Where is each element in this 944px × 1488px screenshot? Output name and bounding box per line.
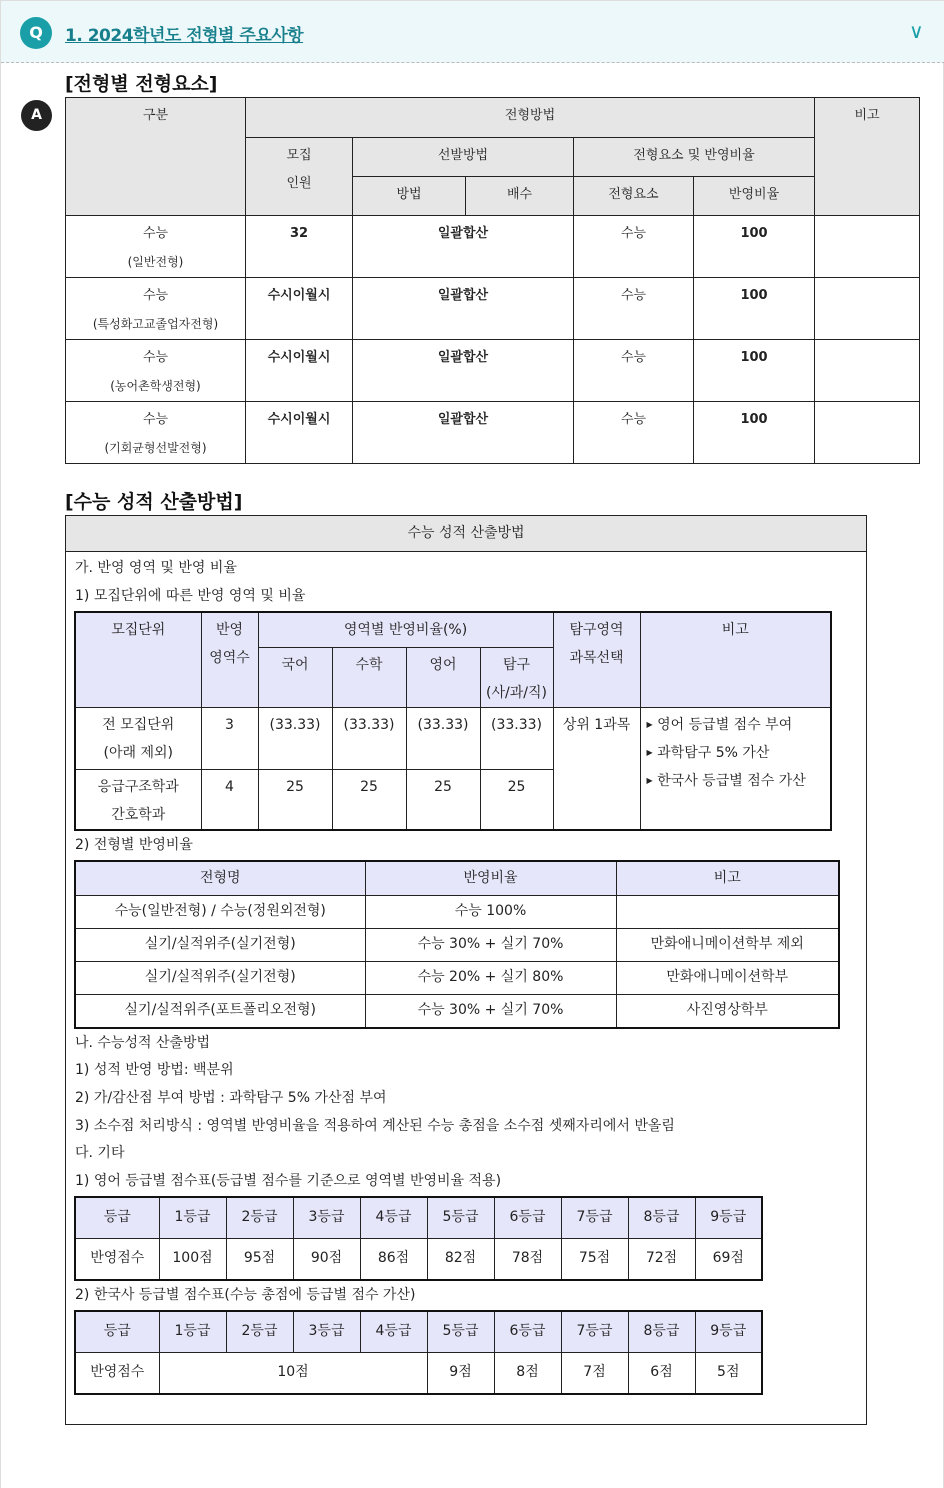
english-grade-table bbox=[74, 1196, 763, 1281]
cell-text: 탐구 bbox=[502, 656, 531, 673]
cell-text: 영어 등급별 점수 부여 bbox=[657, 716, 793, 733]
admission-elements-table bbox=[65, 97, 920, 464]
cell-text: (사/과/직) bbox=[486, 684, 547, 701]
text-line: 2) 한국사 등급별 점수표(수능 총점에 등급별 점수 가산) bbox=[75, 1287, 416, 1303]
table-row bbox=[75, 861, 839, 895]
cell-text: 전 모집단위 bbox=[102, 716, 175, 733]
cell-text: 수능 bbox=[142, 350, 169, 365]
table-cell: 25 bbox=[258, 769, 332, 830]
score-cell: 75점 bbox=[561, 1238, 628, 1280]
cell-text: ▶ bbox=[646, 775, 653, 785]
table-row bbox=[75, 961, 839, 994]
table-row bbox=[75, 895, 839, 928]
table-row bbox=[75, 612, 831, 647]
score-cell: 82점 bbox=[427, 1238, 494, 1280]
table-cell: 3 bbox=[201, 707, 258, 769]
grade-header: 4등급 bbox=[360, 1197, 427, 1238]
table-cell bbox=[694, 278, 815, 340]
table-cell bbox=[616, 895, 839, 928]
cell-text: 수시이월시 bbox=[267, 412, 331, 427]
grade-header: 3등급 bbox=[293, 1197, 360, 1238]
cell-text: (아래 제외) bbox=[103, 744, 173, 761]
text-line: 나. 수능성적 산출방법 bbox=[75, 1035, 211, 1051]
table-cell bbox=[246, 216, 353, 278]
table-cell: 수능 30% + 실기 70% bbox=[365, 994, 616, 1028]
table-row bbox=[66, 278, 920, 340]
grade-header: 4등급 bbox=[360, 1311, 427, 1352]
table-row bbox=[66, 402, 920, 464]
grade-label: 등급 bbox=[75, 1197, 159, 1238]
grade-header: 9등급 bbox=[695, 1311, 762, 1352]
table-cell: (33.33) bbox=[480, 707, 553, 769]
table-cell: 4 bbox=[201, 769, 258, 830]
cell-text: (특성화고교졸업자전형) bbox=[92, 317, 219, 331]
cell-text: 100 bbox=[740, 288, 768, 303]
ratio-table bbox=[74, 611, 832, 831]
text-line: 2) 가/감산점 부여 방법 : 과학탐구 5% 가산점 부여 bbox=[75, 1090, 387, 1106]
text-line: 1) 모집단위에 따른 반영 영역 및 비율 bbox=[75, 588, 306, 604]
q-badge-icon: Q bbox=[20, 17, 52, 49]
cell-text: 100 bbox=[740, 412, 768, 427]
table-cell bbox=[246, 402, 353, 464]
table-cell: 영어 bbox=[406, 647, 480, 707]
grade-header: 9등급 bbox=[695, 1197, 762, 1238]
table-cell bbox=[640, 707, 831, 830]
cell-text: 일괄합산 bbox=[437, 412, 489, 427]
grade-header: 7등급 bbox=[561, 1311, 628, 1352]
th-way: 방법 bbox=[353, 177, 466, 216]
cell-text: (농어촌학생전형) bbox=[110, 379, 201, 393]
table-cell: 수능 bbox=[574, 216, 694, 278]
table-cell: 비고 bbox=[640, 612, 831, 707]
table-cell: 25 bbox=[406, 769, 480, 830]
table-cell: 영역별 반영비율(%) bbox=[258, 612, 553, 647]
table-cell: 만화애니메이션학부 bbox=[616, 961, 839, 994]
table-cell: 수학 bbox=[332, 647, 406, 707]
table-cell: (33.33) bbox=[406, 707, 480, 769]
table-cell: 수능 bbox=[574, 278, 694, 340]
th-gubun: 구분 bbox=[66, 98, 246, 216]
score-cell: 100점 bbox=[159, 1238, 226, 1280]
table-cell: 수능 30% + 실기 70% bbox=[365, 928, 616, 961]
cell-text: 수능 bbox=[142, 226, 169, 241]
question-title-link[interactable]: 1. 2024학년도 전형별 주요사항 bbox=[65, 26, 304, 46]
table-cell: 25 bbox=[480, 769, 553, 830]
text-line: 3) 소수점 처리방식 : 영역별 반영비율을 적용하여 계산된 수능 총점을 소수점 셋째자리에서 반올림 bbox=[75, 1118, 675, 1134]
score-cell: 6점 bbox=[628, 1352, 695, 1394]
grade-header: 8등급 bbox=[628, 1197, 695, 1238]
cell-text: 수시이월시 bbox=[267, 288, 331, 303]
text-line: 가. 반영 영역 및 반영 비율 bbox=[75, 560, 237, 576]
table-cell: 실기/실적위주(포트폴리오전형) bbox=[75, 994, 365, 1028]
table-row bbox=[75, 1311, 762, 1352]
table-cell bbox=[815, 216, 920, 278]
table-cell bbox=[815, 402, 920, 464]
table-cell: 25 bbox=[332, 769, 406, 830]
score-cell: 86점 bbox=[360, 1238, 427, 1280]
a-badge-icon: A bbox=[21, 100, 52, 131]
table-cell bbox=[694, 402, 815, 464]
table-cell bbox=[75, 707, 201, 769]
th-multiple: 배수 bbox=[466, 177, 574, 216]
cell-text: 한국사 등급별 점수 가산 bbox=[657, 772, 806, 789]
cell-text: 탐구영역 bbox=[569, 622, 624, 638]
cell-text: (일반전형) bbox=[127, 255, 184, 269]
text-line: 1) 성적 반영 방법: 백분위 bbox=[75, 1062, 234, 1078]
table-cell: 만화애니메이션학부 제외 bbox=[616, 928, 839, 961]
table-row bbox=[66, 98, 920, 138]
th-element: 전형요소 bbox=[574, 177, 694, 216]
table-row bbox=[75, 928, 839, 961]
table-cell: 상위 1과목 bbox=[553, 707, 640, 830]
score-cell: 95점 bbox=[226, 1238, 293, 1280]
table-cell bbox=[75, 769, 201, 830]
th-elements: 전형요소 및 반영비율 bbox=[574, 138, 815, 177]
score-cell: 78점 bbox=[494, 1238, 561, 1280]
cell-text: 과목선택 bbox=[569, 650, 624, 666]
grade-header: 1등급 bbox=[159, 1311, 226, 1352]
cell-text: 모집 bbox=[286, 148, 312, 163]
table-cell bbox=[66, 402, 246, 464]
table-cell: (33.33) bbox=[258, 707, 332, 769]
table-cell: 비고 bbox=[616, 861, 839, 895]
score-cell: 8점 bbox=[494, 1352, 561, 1394]
table-row bbox=[75, 1238, 762, 1280]
cell-text: 반영 bbox=[215, 622, 244, 638]
question-header[interactable] bbox=[1, 0, 944, 63]
table-cell bbox=[353, 402, 574, 464]
cell-text: 수능 bbox=[142, 412, 169, 427]
score-cell: 5점 bbox=[695, 1352, 762, 1394]
text-line: 2) 전형별 반영비율 bbox=[75, 837, 193, 853]
table-cell: 사진영상학부 bbox=[616, 994, 839, 1028]
section1-title: [전형별 전형요소] bbox=[65, 73, 218, 95]
cell-text: 일괄합산 bbox=[437, 288, 489, 303]
score-cell: 69점 bbox=[695, 1238, 762, 1280]
th-ratio: 반영비율 bbox=[694, 177, 815, 216]
cell-text: 응급구조학과 bbox=[97, 778, 179, 795]
grade-header: 2등급 bbox=[226, 1197, 293, 1238]
th-selection: 선발방법 bbox=[353, 138, 574, 177]
grade-header: 5등급 bbox=[427, 1197, 494, 1238]
table-cell: 국어 bbox=[258, 647, 332, 707]
th-method: 전형방법 bbox=[246, 98, 815, 138]
table-cell: 수능(일반전형) / 수능(정원외전형) bbox=[75, 895, 365, 928]
cell-text: 32 bbox=[289, 226, 309, 241]
table-cell: 반영비율 bbox=[365, 861, 616, 895]
score-label: 반영점수 bbox=[75, 1238, 159, 1280]
section2-title: [수능 성적 산출방법] bbox=[65, 491, 243, 513]
cell-text: ▶ bbox=[646, 747, 653, 757]
table-cell bbox=[480, 647, 553, 707]
table-cell bbox=[353, 340, 574, 402]
table-cell bbox=[246, 278, 353, 340]
score-cell: 7점 bbox=[561, 1352, 628, 1394]
text-line: 1) 영어 등급별 점수표(등급별 점수를 기준으로 영역별 반영비율 적용) bbox=[75, 1173, 502, 1189]
grade-header: 7등급 bbox=[561, 1197, 628, 1238]
table-cell bbox=[815, 340, 920, 402]
table-cell: 실기/실적위주(실기전형) bbox=[75, 961, 365, 994]
score-cell: 90점 bbox=[293, 1238, 360, 1280]
text-line: 다. 기타 bbox=[75, 1145, 125, 1161]
table-row bbox=[75, 1197, 762, 1238]
cell-text: 인원 bbox=[286, 176, 312, 191]
table-cell bbox=[815, 278, 920, 340]
grade-label: 등급 bbox=[75, 1311, 159, 1352]
score-label: 반영점수 bbox=[75, 1352, 159, 1394]
table-cell: 모집단위 bbox=[75, 612, 201, 707]
table-row bbox=[75, 994, 839, 1028]
cell-text: 100 bbox=[740, 226, 768, 241]
box-header: 수능 성적 산출방법 bbox=[66, 516, 866, 552]
score-cell: 72점 bbox=[628, 1238, 695, 1280]
table-cell bbox=[66, 340, 246, 402]
table-row bbox=[66, 216, 920, 278]
grade-header: 6등급 bbox=[494, 1311, 561, 1352]
table-cell: 수능 bbox=[574, 340, 694, 402]
table-cell: 수능 20% + 실기 80% bbox=[365, 961, 616, 994]
th-recruit bbox=[246, 138, 353, 216]
score-cell: 9점 bbox=[427, 1352, 494, 1394]
table-cell bbox=[694, 216, 815, 278]
table-cell bbox=[353, 216, 574, 278]
cell-text: 수능 bbox=[142, 288, 169, 303]
table-row bbox=[75, 1352, 762, 1394]
grade-header: 3등급 bbox=[293, 1311, 360, 1352]
th-note: 비고 bbox=[815, 98, 920, 216]
table-cell bbox=[66, 216, 246, 278]
table-cell bbox=[694, 340, 815, 402]
cell-text: 간호학과 bbox=[111, 806, 166, 823]
track-ratio-table bbox=[74, 860, 840, 1029]
table-row bbox=[75, 707, 831, 769]
cell-text: 과학탐구 5% 가산 bbox=[657, 744, 770, 761]
grade-header: 2등급 bbox=[226, 1311, 293, 1352]
grade-header: 8등급 bbox=[628, 1311, 695, 1352]
score-cell: 10점 bbox=[159, 1352, 427, 1394]
cell-text: 영역수 bbox=[209, 650, 250, 666]
cell-text: 일괄합산 bbox=[437, 350, 489, 365]
table-cell: 수능 bbox=[574, 402, 694, 464]
table-row bbox=[66, 340, 920, 402]
cell-text: ▶ bbox=[646, 719, 653, 729]
chevron-down-icon[interactable]: ∨ bbox=[909, 19, 924, 43]
grade-header: 6등급 bbox=[494, 1197, 561, 1238]
cell-text: (기회균형선발전형) bbox=[104, 441, 207, 455]
cell-text: 일괄합산 bbox=[437, 226, 489, 241]
table-cell: 실기/실적위주(실기전형) bbox=[75, 928, 365, 961]
grade-header: 1등급 bbox=[159, 1197, 226, 1238]
table-cell bbox=[66, 278, 246, 340]
table-cell bbox=[246, 340, 353, 402]
cell-text: 100 bbox=[740, 350, 768, 365]
table-cell bbox=[353, 278, 574, 340]
history-grade-table bbox=[74, 1310, 763, 1395]
table-cell bbox=[201, 612, 258, 707]
cell-text: 수시이월시 bbox=[267, 350, 331, 365]
table-cell: 수능 100% bbox=[365, 895, 616, 928]
table-cell: 전형명 bbox=[75, 861, 365, 895]
grade-header: 5등급 bbox=[427, 1311, 494, 1352]
table-cell bbox=[553, 612, 640, 707]
table-cell: (33.33) bbox=[332, 707, 406, 769]
